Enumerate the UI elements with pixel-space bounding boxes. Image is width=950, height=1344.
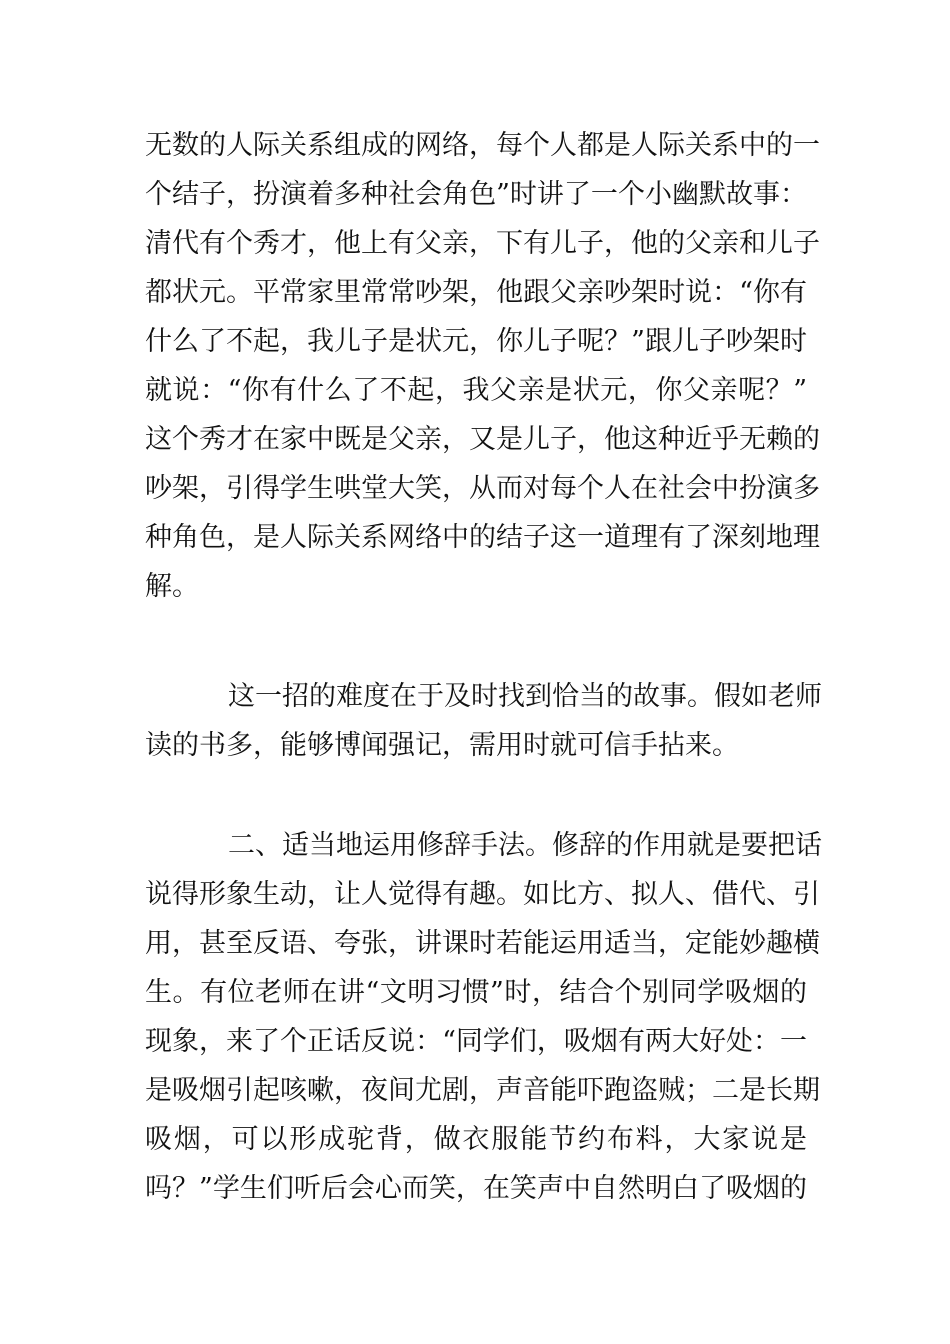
- text-line: 解。: [145, 571, 199, 602]
- text-line: 吵架，引得学生哄堂大笑，从而对每个人在社会中扮演多: [145, 473, 820, 504]
- text-line: 二、适当地运用修辞手法。修辞的作用就是要把话: [228, 830, 822, 861]
- text-line: 种角色，是人际关系网络中的结子这一道理有了深刻地理: [145, 522, 820, 553]
- text-line: 现象，来了个正话反说：“同学们，吸烟有两大好处：一: [145, 1026, 807, 1057]
- text-line: 吗？”学生们听后会心而笑，在笑声中自然明白了吸烟的: [145, 1173, 807, 1204]
- text-line: 清代有个秀才，他上有父亲，下有儿子，他的父亲和儿子: [145, 228, 820, 259]
- text-line: 个结子，扮演着多种社会角色”时讲了一个小幽默故事：: [145, 179, 807, 210]
- text-line: 这一招的难度在于及时找到恰当的故事。假如老师: [228, 681, 822, 712]
- text-line: 无数的人际关系组成的网络，每个人都是人际关系中的一: [145, 130, 820, 161]
- paragraph-humor-story: [145, 121, 820, 611]
- text-line: 就说：“你有什么了不起，我父亲是状元，你父亲呢？”: [145, 375, 807, 406]
- text-line: 生。有位老师在讲“文明习惯”时，结合个别同学吸烟的: [145, 977, 807, 1008]
- text-line: 是吸烟引起咳嗽，夜间尤剧，声音能吓跑盗贼；二是长期: [145, 1075, 820, 1106]
- text-line: 吸烟，可以形成驼背，做衣服能节约布料，大家说是: [145, 1124, 807, 1155]
- text-line: 用，甚至反语、夸张，讲课时若能运用适当，定能妙趣横: [145, 928, 820, 959]
- paragraph-rhetoric: [145, 821, 822, 1213]
- paragraph-difficulty: [145, 672, 822, 770]
- text-line: 读的书多，能够博闻强记，需用时就可信手拈来。: [145, 730, 739, 761]
- text-line: 什么了不起，我儿子是状元，你儿子呢？”跟儿子吵架时: [145, 326, 807, 357]
- text-line: 说得形象生动，让人觉得有趣。如比方、拟人、借代、引: [145, 879, 820, 910]
- text-line: 都状元。平常家里常常吵架，他跟父亲吵架时说：“你有: [145, 277, 807, 308]
- text-line: 这个秀才在家中既是父亲，又是儿子，他这种近乎无赖的: [145, 424, 820, 455]
